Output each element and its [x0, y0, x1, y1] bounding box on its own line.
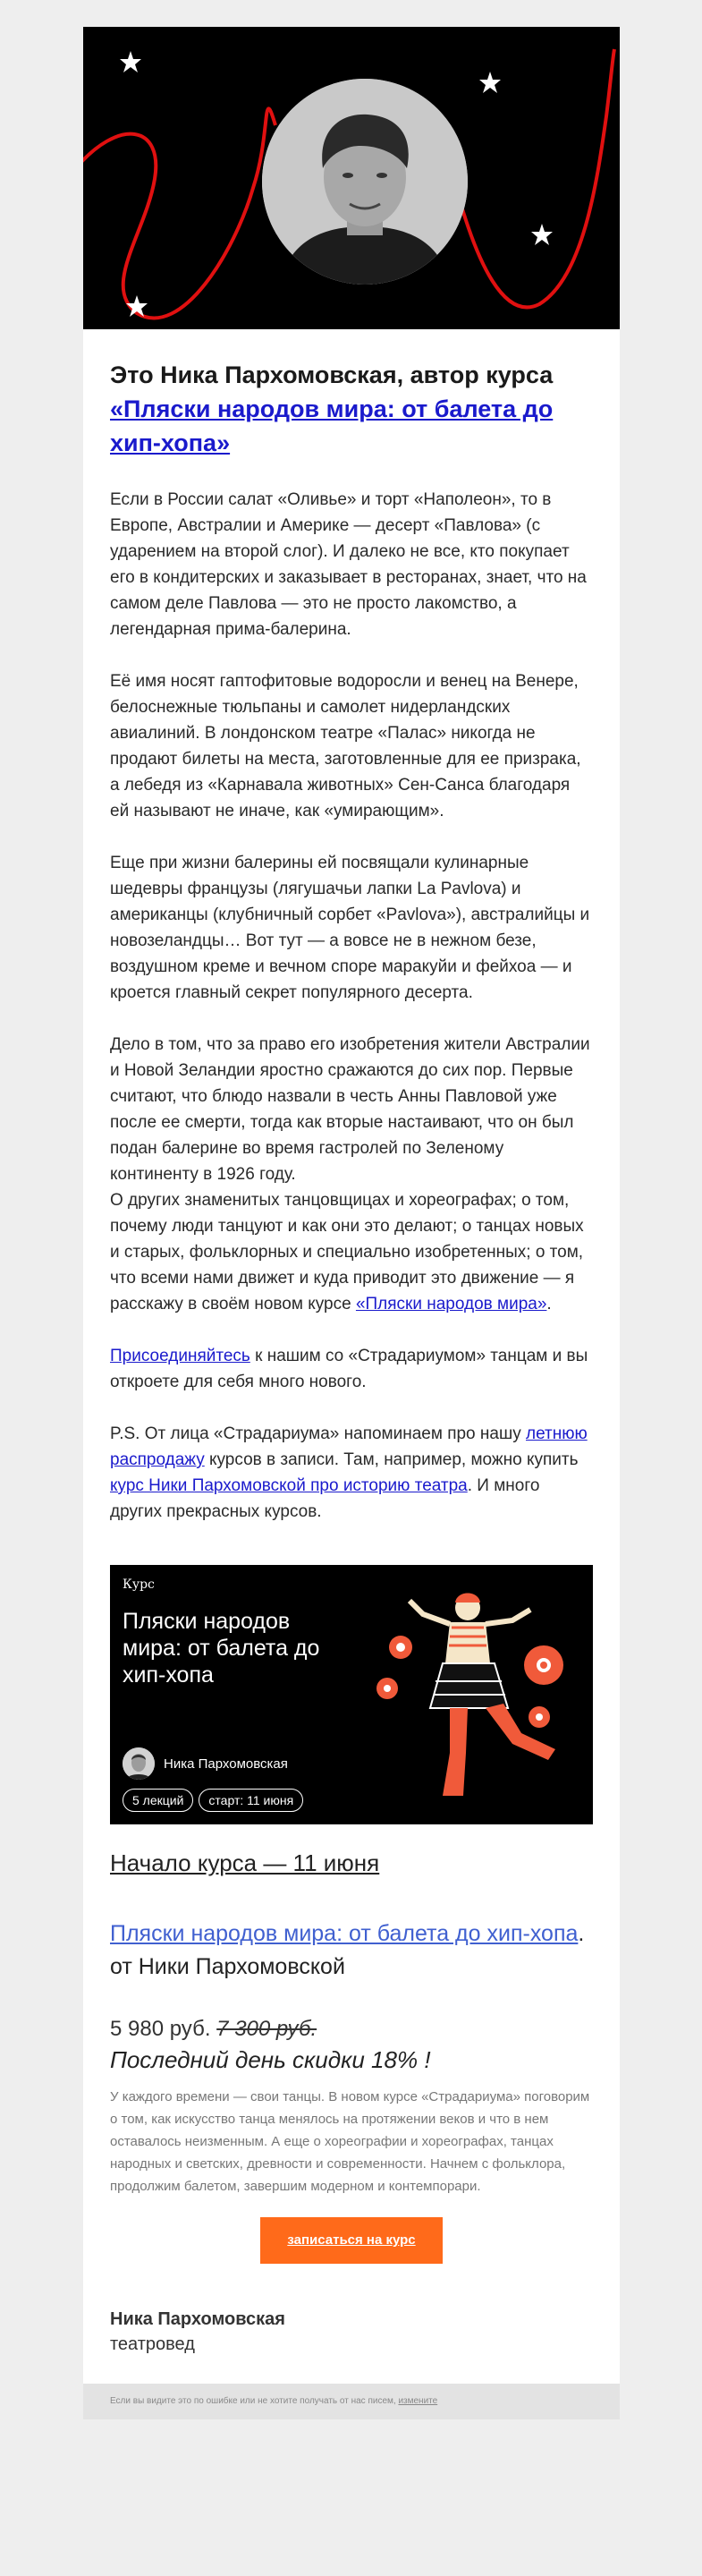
theatre-course-link[interactable]: курс Ники Пархомовской про историю театра	[110, 1476, 468, 1495]
paragraph-6	[110, 1343, 593, 1395]
summer-sale-link[interactable]: летнюю распродажу	[110, 1424, 588, 1469]
enroll-button[interactable]: записаться на курс	[260, 2217, 443, 2264]
email-heading	[110, 329, 593, 460]
paragraph-1: Если в России салат «Оливье» и торт «Наполеон», то в Европе, Австралии и Америке — десерт «Павлова» (с ударением на второй слог). И далеко не все, кто покупает его в кондитерских и заказывает в ресторанах, знает, что на самом деле Павлова — это не просто лакомство, а легендарная прима-балерина.	[110, 490, 587, 639]
pill-lectures: 5 лекций	[123, 1789, 193, 1812]
email-footer	[83, 2384, 620, 2419]
discount-text: Последний день скидки 18% !	[110, 2046, 431, 2073]
pill-start: старт: 11 июня	[199, 1789, 303, 1812]
course-title-link[interactable]: «Пляски народов мира: от балета до хип-хопа»	[110, 395, 554, 456]
star-icon	[531, 224, 553, 245]
flower-icon	[524, 1645, 563, 1685]
footer-text: Если вы видите это по ошибке или не хотите получать от нас писем,	[110, 2396, 399, 2406]
paragraph-5-end: .	[546, 1295, 552, 1314]
banner-title: Пляски народов мира: от балета до хип-хопа	[123, 1609, 320, 1688]
heading-text: Это Ника Пархомовская, автор курса	[110, 361, 554, 388]
paragraph-ps	[110, 1421, 593, 1525]
banner-author	[123, 1747, 288, 1780]
banner-kurs-label: Курс	[123, 1577, 155, 1592]
author-portrait	[262, 79, 468, 285]
button-wrap	[110, 2217, 593, 2264]
flower-icon	[389, 1636, 412, 1659]
red-line-right	[459, 49, 614, 307]
flower-icon	[529, 1706, 550, 1728]
current-price: 5 980 руб.	[110, 2017, 211, 2041]
course-link-block	[110, 1917, 593, 1951]
star-icon	[479, 72, 501, 93]
email-content	[83, 329, 620, 2357]
ps-text-b: курсов в записи. Там, например, можно купить	[204, 1450, 579, 1469]
course-link-end: .	[578, 1921, 585, 1946]
paragraph-6-text: к нашим со «Страдариумом» танцам и вы откроете для себя много нового.	[110, 1347, 588, 1391]
banner-pills	[123, 1789, 303, 1812]
paragraph-5	[110, 1187, 593, 1317]
change-settings-link[interactable]: измените	[398, 2396, 438, 2406]
paragraph-2: Её имя носят гаптофитовые водоросли и венец на Венере, белоснежные тюльпаны и самолет нидерландских авиалиний. В лондонском театре «Палас» никогда не продают билеты на места, заготовленные для ее призрака, а лебедя из «Карнавала животных» Сен-Санса благодаря ей называют не иначе, как «умирающим».	[110, 672, 581, 820]
paragraph-3: Еще при жизни балерины ей посвящали кулинарные шедевры французы (лягушачьи лапки La Pavlova) и американцы (клубничный сорбет «Pavlova»), австралийцы и новозеландцы… Вот тут — а вовсе не в нежном безе, воздушном креме и вечном споре маракуйи и фейхоа — и кроется главный секрет популярного десерта.	[110, 854, 590, 1002]
paragraph-5-text: О других знаменитых танцовщицах и хореографах; о том, почему люди танцуют и как они это делают; о танцах новых и старых, фольклорных и специально изобретенных; о том, что всеми нами движет и куда приводит это движение — я расскажу в своём новом курсе	[110, 1191, 584, 1314]
red-line-left	[83, 108, 275, 318]
course-title-link-2[interactable]: Пляски народов мира: от балета до хип-хопа	[110, 1921, 579, 1946]
star-icon	[120, 51, 141, 72]
author-photo	[262, 79, 468, 285]
banner-author-name: Ника Пархомовская	[164, 1756, 288, 1772]
flower-icon	[376, 1678, 398, 1699]
paragraph-4: Дело в том, что за право его изобретения жители Австралии и Новой Зеландии яростно сражаются до сих пор. Первые считают, что блюдо назвали в честь Анны Павловой уже после ее смерти, тогда как вторые настаивают, что он был подан балерине во время гастролей по Зеленому континенту в 1926 году.	[110, 1035, 590, 1184]
course-author-line: от Ники Пархомовской	[110, 1954, 345, 1979]
hero-image	[83, 27, 620, 329]
old-price: 7 300 руб.	[216, 2017, 317, 2041]
price-line	[110, 2014, 593, 2045]
course-link-inline[interactable]: «Пляски народов мира»	[355, 1295, 547, 1314]
course-banner[interactable]	[110, 1565, 593, 1824]
course-description: У каждого времени — свои танцы. В новом курсе «Страдариума» поговорим о том, как искусство танца менялось на протяжении веков и что в нем оставалось неизменным. А еще о хореографии и хореографах, танцах народных и светских, древности и современности. Начнем с фольклора, продолжим балетом, завершим модерном и контемпорари.	[110, 2089, 590, 2194]
avatar	[123, 1747, 155, 1780]
join-link[interactable]: Присоединяйтесь	[110, 1347, 250, 1365]
course-start-date: Начало курса — 11 июня	[110, 1849, 380, 1876]
ps-text-c: . И много других прекрасных курсов.	[110, 1476, 540, 1521]
ps-text-a: P.S. От лица «Страдариума» напоминаем про нашу	[110, 1424, 526, 1443]
signature-role: театровед	[110, 2334, 195, 2354]
dancer-illustration	[110, 1565, 593, 1824]
email-card	[83, 27, 620, 2419]
signature-name: Ника Пархомовская	[110, 2309, 285, 2329]
avatar-photo	[123, 1747, 155, 1780]
